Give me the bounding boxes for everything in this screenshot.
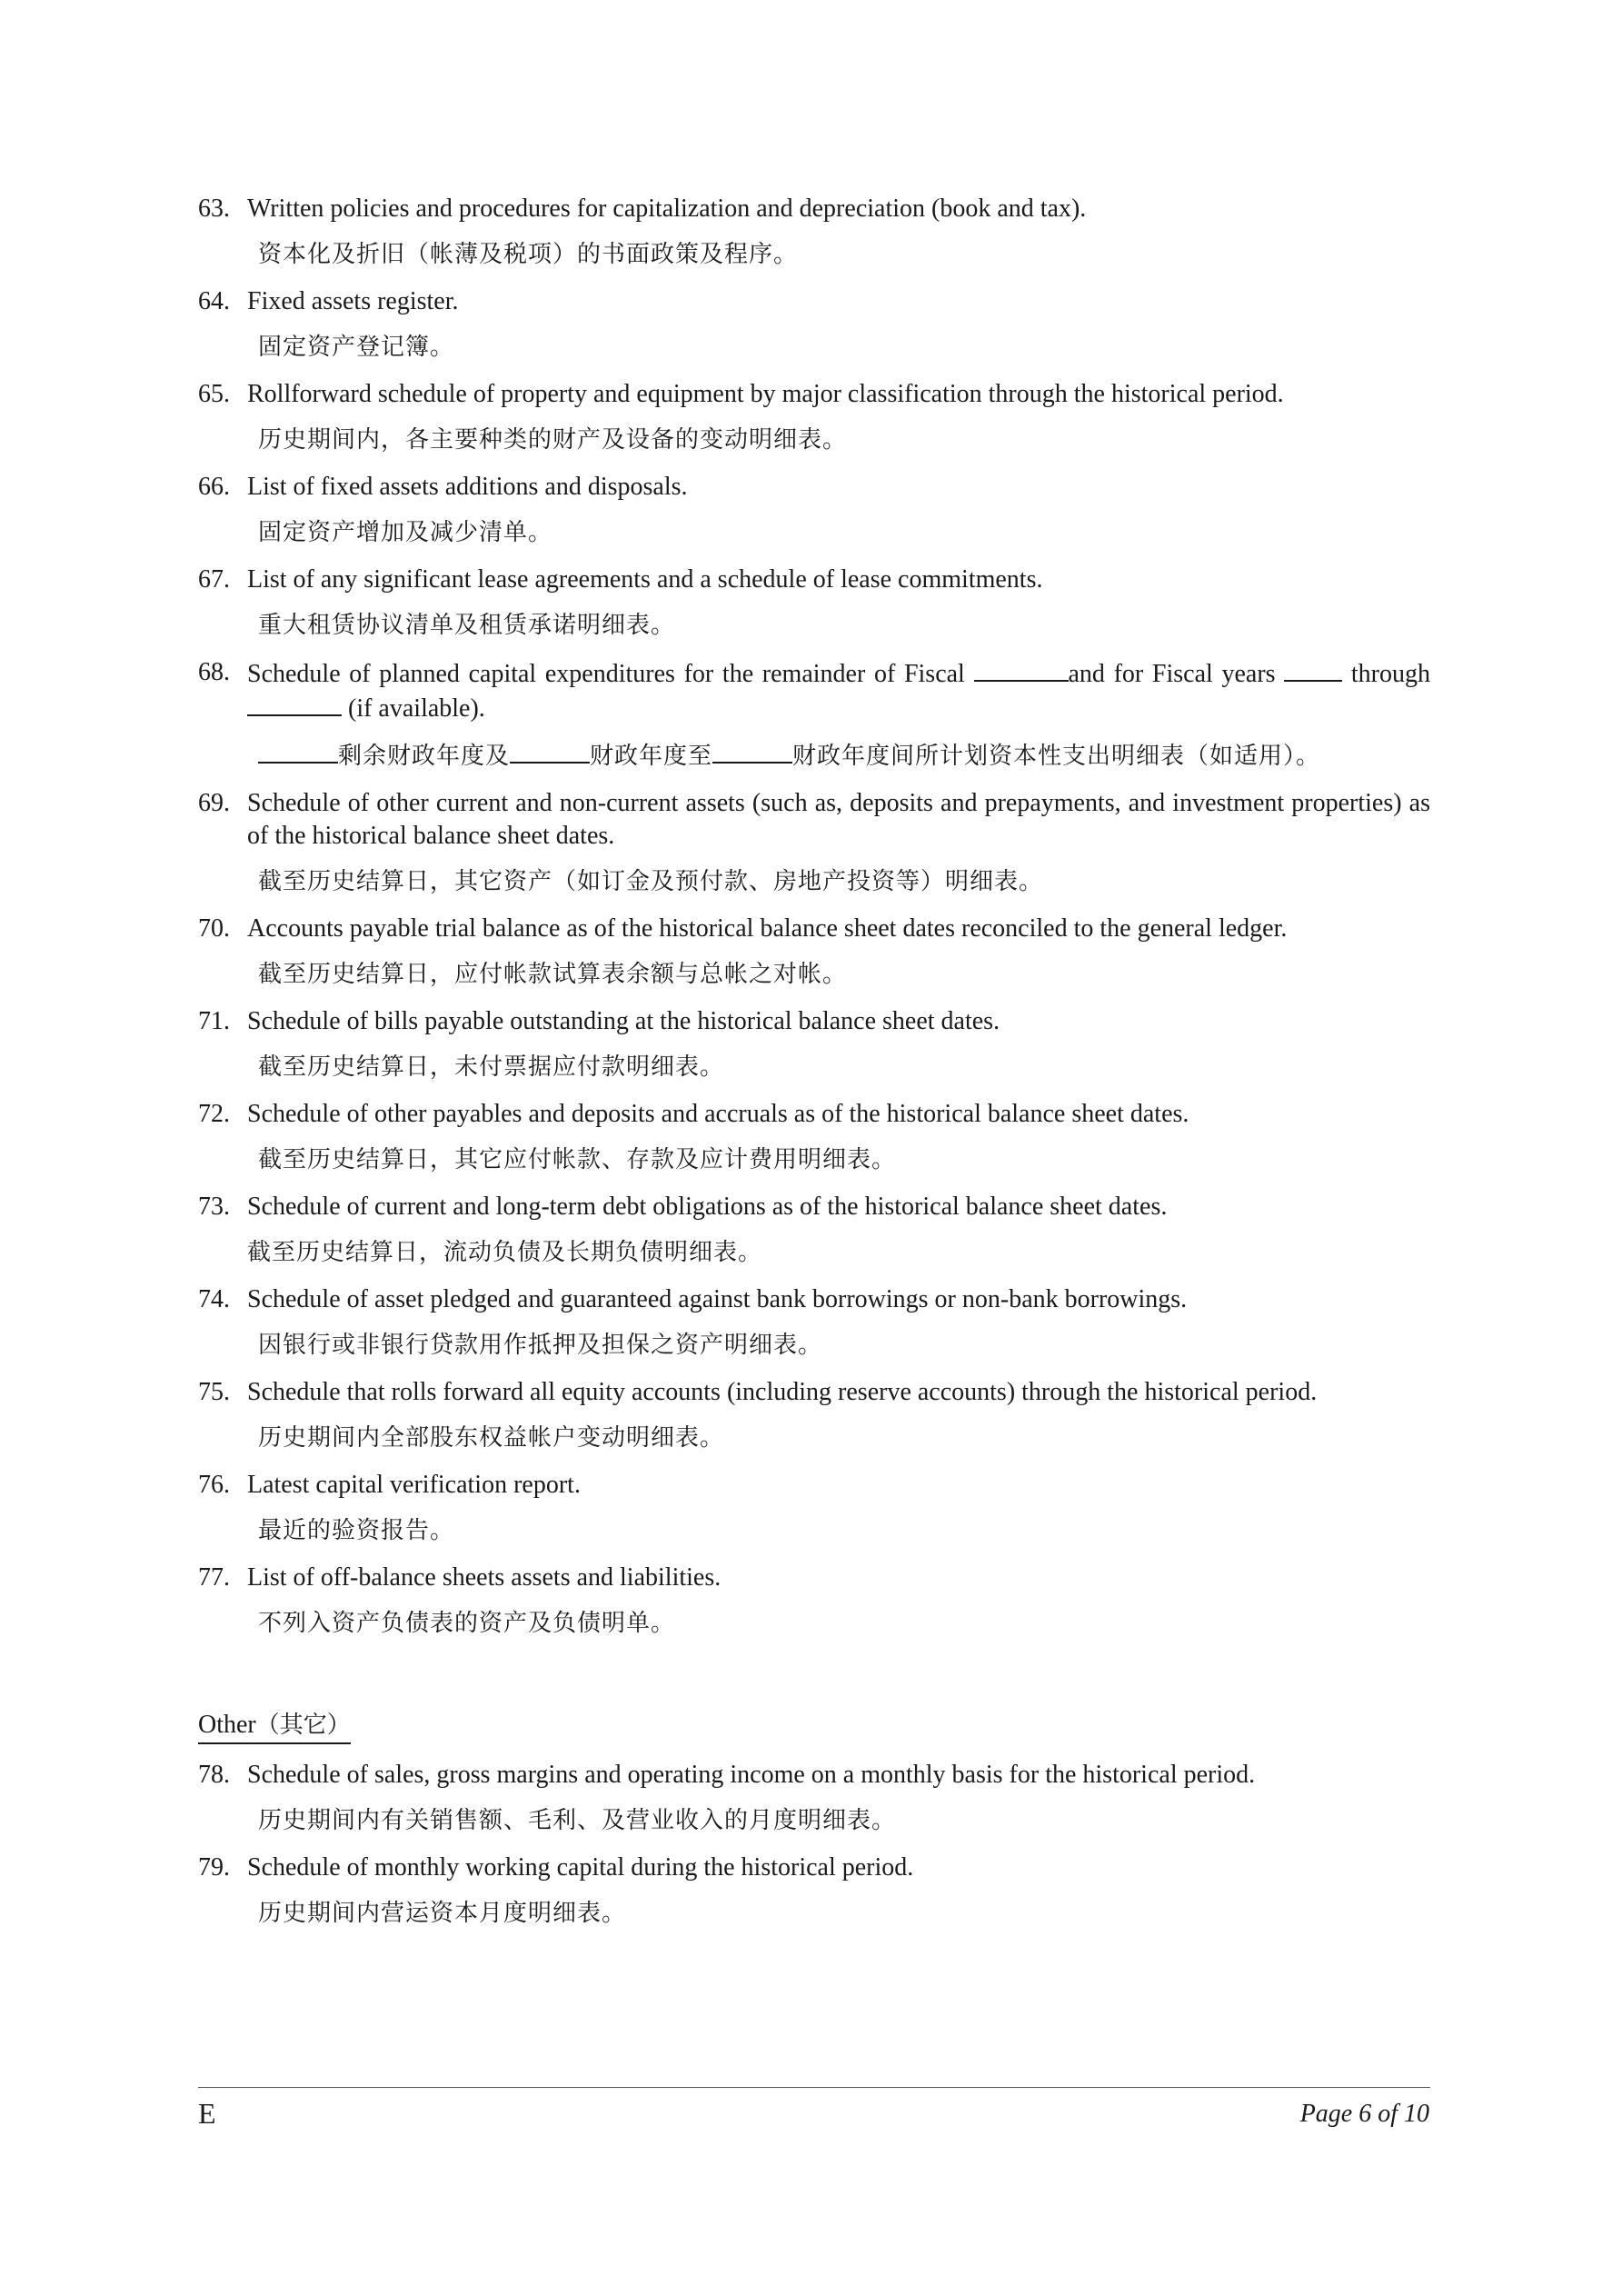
- item-text-zh: [247, 738, 1430, 773]
- item-number: 72.: [198, 1100, 230, 1128]
- item-text-en: Schedule of bills payable outstanding at the historical balance sheet dates.: [247, 1007, 1000, 1035]
- section-label-en: Other: [198, 1711, 256, 1739]
- list-item: [198, 1562, 1430, 1640]
- footer-label: E: [198, 2097, 216, 2130]
- list-item: [198, 787, 1430, 898]
- list-item: [198, 564, 1430, 642]
- item-text-zh: 重大租赁协议清单及租赁承诺明细表。: [258, 612, 676, 639]
- item-text-zh: 截至历史结算日，其它资产（如订金及预付款、房地产投资等）明细表。: [258, 868, 1044, 895]
- section-label-zh: （其它）: [255, 1712, 351, 1739]
- item-68-zh-part2: 财政年度至: [590, 743, 713, 770]
- list-item: [198, 913, 1430, 991]
- item-text-en: Schedule of other payables and deposits and accruals as of the historical balance sheet dates.: [247, 1100, 1189, 1128]
- list-item: [198, 1005, 1430, 1083]
- list-item: [198, 378, 1430, 456]
- item-number: 71.: [198, 1007, 230, 1035]
- list-item: [198, 471, 1430, 549]
- list-item-68: [198, 656, 1430, 773]
- zh-blank-2: [510, 738, 590, 764]
- item-text-en: List of any significant lease agreements and a schedule of lease commitments.: [247, 565, 1043, 594]
- list-item: [198, 1191, 1430, 1269]
- zh-blank-3: [712, 738, 792, 764]
- item-number: 76.: [198, 1471, 230, 1499]
- item-number: 69.: [198, 789, 230, 817]
- item-text-zh: 历史期间内全部股东权益帐户变动明细表。: [258, 1424, 725, 1452]
- list-item: [198, 1376, 1430, 1454]
- list-item: [198, 1852, 1430, 1930]
- item-text-zh: 资本化及折旧（帐薄及税项）的书面政策及程序。: [258, 241, 799, 268]
- document-body: [198, 193, 1430, 1944]
- item-text-en: Accounts payable trial balance as of the historical balance sheet dates reconciled to the general ledger.: [247, 914, 1288, 943]
- item-text-en: [247, 656, 1430, 725]
- item-68-text-part2: and for Fiscal years: [1068, 660, 1285, 688]
- fiscal-year-blank: [974, 656, 1069, 682]
- item-text-en: Schedule of sales, gross margins and operating income on a monthly basis for the historical period.: [247, 1761, 1256, 1789]
- list-item: [198, 1469, 1430, 1547]
- item-number: 67.: [198, 565, 230, 594]
- section-heading-other: [198, 1709, 351, 1744]
- item-text-zh: 截至历史结算日，其它应付帐款、存款及应计费用明细表。: [258, 1146, 897, 1173]
- item-text-en: Latest capital verification report.: [247, 1471, 581, 1499]
- item-text-zh: 历史期间内有关销售额、毛利、及营业收入的月度明细表。: [258, 1807, 897, 1834]
- item-text-zh: 因银行或非银行贷款用作抵押及担保之资产明细表。: [258, 1332, 823, 1359]
- item-text-zh: 固定资产登记簿。: [258, 334, 455, 361]
- item-number: 77.: [198, 1563, 230, 1592]
- item-number: 73.: [198, 1193, 230, 1221]
- item-number: 63.: [198, 195, 230, 223]
- item-text-en: Rollforward schedule of property and equipment by major classification through the historical period.: [247, 380, 1284, 408]
- item-68-zh-part1: 剩余财政年度及: [338, 743, 511, 770]
- item-text-en: Schedule of other current and non-current assets (such as, deposits and prepayments, and investment properties) as of the historical balance sheet dates.: [247, 789, 1430, 850]
- item-text-zh: 历史期间内营运资本月度明细表。: [258, 1900, 627, 1927]
- list-item: [198, 193, 1430, 271]
- item-number: 68.: [198, 658, 230, 686]
- item-68-text-part4: (if available).: [342, 694, 485, 723]
- list-item: [198, 1283, 1430, 1362]
- item-text-zh: 最近的验资报告。: [258, 1517, 455, 1544]
- item-text-zh: 截至历史结算日，流动负债及长期负债明细表。: [247, 1239, 763, 1266]
- item-text-en: List of off-balance sheets assets and liabilities.: [247, 1563, 721, 1592]
- item-text-en: Schedule of asset pledged and guaranteed against bank borrowings or non-bank borrowings.: [247, 1285, 1188, 1313]
- item-text-en: List of fixed assets additions and disposals.: [247, 473, 688, 501]
- item-text-en: Schedule of current and long-term debt obligations as of the historical balance sheet dates.: [247, 1193, 1168, 1221]
- item-number: 74.: [198, 1285, 230, 1313]
- item-68-zh-part3: 财政年度间所计划资本性支出明细表（如适用）。: [792, 743, 1321, 770]
- item-text-zh: 不列入资产负债表的资产及负债明单。: [258, 1610, 676, 1637]
- item-68-text-part3: through: [1342, 660, 1430, 688]
- page-number: Page 6 of 10: [1299, 2100, 1429, 2128]
- item-number: 70.: [198, 914, 230, 943]
- list-item: [198, 285, 1430, 364]
- fiscal-years-to-blank: [247, 691, 342, 716]
- item-number: 65.: [198, 380, 230, 408]
- list-item: [198, 1759, 1430, 1837]
- item-number: 79.: [198, 1853, 230, 1882]
- list-item: [198, 1098, 1430, 1176]
- fiscal-years-from-blank: [1284, 656, 1342, 682]
- item-text-zh: 截至历史结算日，未付票据应付款明细表。: [258, 1053, 725, 1081]
- item-number: 75.: [198, 1378, 230, 1406]
- item-text-zh: 历史期间内，各主要种类的财产及设备的变动明细表。: [258, 426, 848, 454]
- item-text-zh: 固定资产增加及减少清单。: [258, 519, 553, 546]
- item-text-en: Schedule that rolls forward all equity accounts (including reserve accounts) through the historical period.: [247, 1378, 1318, 1406]
- item-number: 78.: [198, 1761, 230, 1789]
- item-number: 66.: [198, 473, 230, 501]
- item-text-en: Written policies and procedures for capitalization and depreciation (book and tax).: [247, 195, 1087, 223]
- footer-divider: [198, 2087, 1430, 2088]
- item-number: 64.: [198, 287, 230, 315]
- item-68-text-part1: Schedule of planned capital expenditures for the remainder of Fiscal: [247, 660, 974, 688]
- zh-blank-1: [258, 738, 338, 764]
- item-text-zh: 截至历史结算日，应付帐款试算表余额与总帐之对帐。: [258, 961, 848, 988]
- item-text-en: Fixed assets register.: [247, 287, 459, 315]
- item-text-en: Schedule of monthly working capital during the historical period.: [247, 1853, 914, 1882]
